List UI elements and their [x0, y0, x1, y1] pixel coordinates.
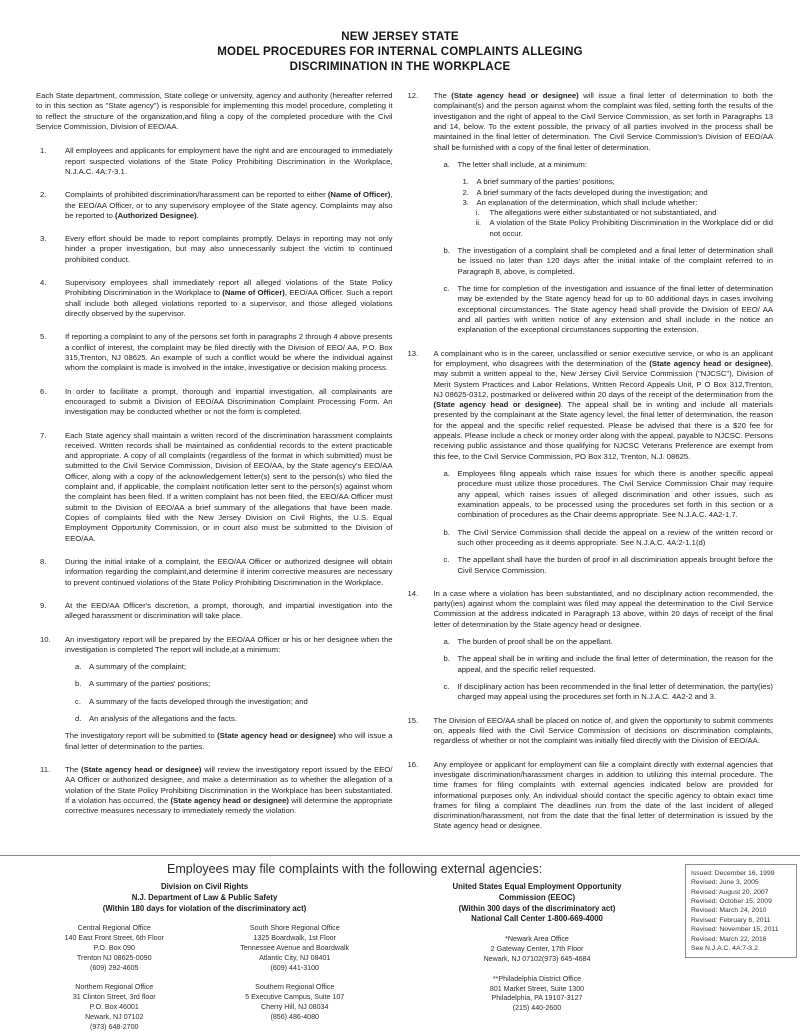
item-body [434, 760, 774, 832]
agency-title-line: Commission (EEOC) [498, 892, 576, 902]
address-line: Central Regional Office [77, 924, 151, 933]
revision-history-box [685, 864, 797, 959]
text-segment: The allegations were either substantiated or not substantiated, and [489, 208, 717, 218]
paragraph-text [89, 662, 393, 672]
text-segment: At the EEO/AA Officer's discretion, a prompt, thorough, and impartial investigation into the alleged harassment or discrimination will take place. [65, 600, 393, 621]
paragraph-text [434, 760, 774, 832]
address-line: 140 East Front Street, 6th Floor [64, 934, 164, 943]
paragraph [444, 160, 774, 170]
paragraph-text [65, 431, 393, 544]
sub-item-label: d. [75, 714, 82, 724]
address-line: Southern Regional Office [255, 983, 335, 992]
address-line: (215) 440-2600 [512, 1004, 562, 1013]
bold-placeholder-text: (State agency head or designee) [433, 400, 561, 410]
item-number: 5. [40, 332, 47, 342]
sub-item-label: a. [443, 469, 450, 478]
paragraph [65, 146, 393, 177]
paragraph-text [477, 177, 774, 187]
text-segment: . The appeal shall be in writing and include all materials presented by the complainant at the State agency level, the final letter of determination, the reason for the appeal and the specific relief requested. Please be advised that there is a $20 fee for appeals. Please include a check or money order along with the appeal, payable to NJCSC. Persons receiving public assistance and those qualifying for NJCSC Veterans Preference are exempt from this fee, to the Civil Service Commission, PO Box 312, Trenton, N.J. 08625. [433, 400, 773, 461]
paragraph [463, 188, 774, 198]
sub-item-label: b. [75, 679, 82, 689]
sub-item-label: i. [475, 208, 480, 218]
paragraph [476, 218, 774, 239]
body-columns [0, 75, 800, 845]
text-segment: In a case where a violation has been substantiated, and no disciplinary action recommended, the party(ies) against whom the complaint was filed may appeal the determination to the Civil Service Commission at the address indicated in Paragraph 13 above, within 20 days of receipt of the final letter of determination by the State agency head or designee. [433, 588, 773, 629]
paragraph-text [458, 682, 774, 703]
paragraph-text [65, 234, 393, 265]
sub-item-label: c. [75, 696, 81, 706]
paragraph [75, 662, 393, 672]
paragraph-text [65, 765, 393, 817]
paragraph-text [458, 654, 774, 675]
bold-placeholder-text: (State agency head or designee) [217, 731, 336, 741]
paragraph-text [65, 557, 393, 588]
document-title [0, 0, 800, 75]
paragraph [65, 601, 393, 622]
item-number: 8. [40, 556, 47, 566]
dcr-offices [27, 924, 382, 1032]
text-segment: The [65, 765, 82, 774]
text-segment: If disciplinary action has been recommended in the final letter of determination, the party(ies) charged may appeal using the procedures set forth in N.J.A.C. 4A2-2 and 3. [457, 682, 773, 702]
sub-item-label: 1. [462, 177, 469, 187]
bold-placeholder-text: (State agency head or designee) [451, 91, 579, 100]
paragraph [65, 234, 393, 265]
sub-item-label: ii. [475, 218, 482, 228]
paragraph-text [65, 601, 393, 622]
procedure-item [27, 601, 393, 622]
address-line: Trenton NJ 08625-0090 [76, 953, 152, 962]
text-segment: Each State department, commission, State college or university, agency and authority (hereafter referred to in this section as "State agency") is responsible for implementing this model procedure, completing it to reflect the structure of the organization,and filing a copy of the completed procedure with the Civil Service Commission, Division of EEO/AA. [36, 91, 393, 131]
paragraph-text [89, 679, 393, 689]
item-number: 16. [407, 759, 419, 769]
item-body [65, 635, 393, 753]
procedure-item [27, 557, 393, 588]
item-number: 14. [407, 588, 419, 598]
paragraph [476, 208, 774, 218]
agency-title-line: Division on Civil Rights [160, 881, 249, 891]
text-segment: Every effort should be made to report complaints promptly. Delays in reporting may not only hinder a proper investigation, but may also unnecessarily subject the victim to continued prohibited conduct. [65, 234, 393, 264]
revision-line: Revised: August 20, 2007 [691, 888, 769, 896]
sub-item-label: c. [443, 284, 450, 293]
text-segment: In order to facilitate a prompt, thorough and impartial investigation, all complainants are encouraged to submit a Division of EEO/AA Discrimination Complaint Processing Form. An investigation may be conducted whether or not the form is completed. [65, 386, 393, 417]
paragraph [65, 332, 393, 373]
agency-division-on-civil-rights [27, 882, 382, 1033]
office-address [392, 935, 682, 964]
address-line: 801 Market Street, Suite 1300 [489, 984, 585, 993]
text-segment: During the initial intake of a complaint, the EEO/AA Officer or authorized designee will obtain information regarding the complaint,and determine if interim corrective measures are necessary to prevent continued violations of the State Policy Prohibiting Discrimination in the Workplace. [65, 556, 393, 587]
agency-title-line: United States Equal Employment Opportunity [452, 881, 622, 891]
address-line: (973) 648-2700 [89, 1022, 139, 1031]
paragraph [65, 278, 393, 319]
address-line: Atlantic City, NJ 08401 [259, 953, 331, 962]
sub-item-label: c. [443, 555, 450, 565]
text-segment: will issue a final letter of determination to both the complainant(s) and the person against whom the complaint was filed, setting forth the results of the investigation and the right of appeal to the Civil Service Commission, as set forth in Paragraphs 13 and 14, below. To the extent possible, the privacy of all parties involved in the process shall be maintained in the final letter of determination. The Civil Service Commission's Division of EEO/AA shall be furnished with a copy of the final letter of determination. [433, 91, 773, 152]
procedure-item [408, 91, 774, 336]
agency-title-line: (Within 180 days for violation of the discriminatory act) [102, 903, 307, 913]
sub-item-label: a. [443, 637, 450, 647]
external-agencies-footer [0, 856, 800, 1033]
address-line: *Newark Area Office [505, 935, 569, 944]
item-body [65, 146, 393, 177]
right-column [408, 91, 774, 845]
revision-line: See N.J.A.C. 4A:7-3.2 [691, 945, 758, 952]
paragraph-text [458, 469, 774, 521]
paragraph-text [65, 278, 393, 319]
text-segment: All employees and applicants for employment have the right and are encouraged to immediately report suspected violations of the State Policy Prohibiting Discrimination in the Workplace, N.J.A.C. 4A:7-3.1. [65, 146, 393, 176]
item-body [65, 278, 393, 319]
paragraph-text [65, 332, 393, 373]
address-line: 2 Gateway Center, 17th Floor [490, 945, 584, 954]
paragraph [434, 716, 774, 747]
item-body [434, 716, 774, 747]
item-number: 15. [407, 715, 419, 725]
text-segment: Any employee or applicant for employment can file a complaint directly with external agencies that investigate discrimination/harassment charges in addition to utilizing this internal procedure. The time frames for filing complaints with external agencies indicated below are provided for informational purposes only. An individual should contact the specific agency to obtain exact time frames for filing a complaint The deadlines run from the date of the last incident of alleged discrimination/harassment, not from the date that the final letter of determination is issued by the State agency head or designee. [433, 759, 773, 831]
procedure-item [408, 760, 774, 832]
paragraph-text [89, 714, 393, 724]
text-segment: A summary of the parties' positions; [89, 679, 211, 689]
left-column [27, 91, 393, 845]
sub-item-label: a. [75, 662, 82, 672]
text-segment: , the EEO/AA Officer, or to any supervisory employee of the State agency. Complaints may also be reported to [65, 190, 393, 220]
item-number: 2. [40, 190, 47, 200]
address-line: Newark, NJ 07102(973) 645-4684 [483, 954, 591, 963]
bold-placeholder-text: (State agency head or designee) [649, 358, 771, 368]
text-segment: The Division of EEO/AA shall be placed on notice of, and given the opportunity to submit comments on, appeals filed with the Civil Service Commission of decisions on discrimination complaints, regardless of whether or not the complaint was initially filed directly with the Division of EEO/AA. [433, 715, 773, 746]
text-segment: An analysis of the allegations and the facts. [89, 714, 237, 724]
procedure-item [27, 234, 393, 265]
paragraph-text [434, 716, 774, 747]
title-line-1: NEW JERSEY STATE [341, 31, 459, 43]
address-line: 5 Executive Campus, Suite 107 [245, 993, 345, 1002]
paragraph-text [458, 246, 774, 277]
text-segment: will review the investigatory report issued by the EEO/ AA Officer or authorized designee, and make a determination as to whether the allegation of a violation of the State Policy Prohibiting Discrimination in the Workplace has been substantiated. If a violation has occurred, the [65, 765, 393, 805]
paragraph [444, 682, 774, 703]
paragraph [65, 431, 393, 544]
text-segment: The burden of proof shall be on the appellant. [457, 637, 613, 647]
item-body [65, 190, 393, 221]
office-address [27, 924, 202, 973]
address-line: (609) 441-3100 [270, 963, 319, 972]
revision-line: Revised: March 22, 2016 [691, 935, 767, 943]
paragraph [434, 760, 774, 832]
item-body [65, 332, 393, 373]
sub-item-label: b. [443, 527, 450, 537]
item-number: 1. [40, 146, 47, 156]
item-body [65, 601, 393, 622]
text-segment: The investigation of a complaint shall be completed and a final letter of determination shall be issued no later than 120 days after the initial intake of the complaint referred to in Paragraph 8, above, is completed. [457, 246, 773, 276]
paragraph-text [434, 589, 774, 630]
office-address [27, 983, 202, 1032]
text-segment: . [196, 210, 199, 220]
bold-placeholder-text: (Name of Officer) [222, 288, 285, 298]
item-body [65, 387, 393, 418]
paragraph [444, 654, 774, 675]
procedure-item [27, 635, 393, 753]
paragraph-text [477, 198, 774, 208]
paragraph [434, 349, 774, 462]
procedure-item [27, 765, 393, 817]
address-line: South Shore Regional Office [249, 924, 340, 933]
paragraph-text [65, 635, 393, 656]
address-line: Cherry Hill, NJ 08034 [261, 1002, 329, 1011]
paragraph [65, 765, 393, 817]
sub-item-label: 3. [462, 197, 469, 207]
item-body [65, 557, 393, 588]
text-segment: A summary of the facts developed through the investigation; and [89, 696, 308, 706]
eeoc-offices [392, 935, 682, 1013]
text-segment: A violation of the State Policy Prohibiting Discrimination in the Workplace did or did not occur. [489, 218, 773, 238]
text-segment: A brief summary of the parties' positions; [476, 177, 615, 187]
paragraph [75, 697, 393, 707]
paragraph-text [490, 208, 774, 218]
revision-line: Revised: October 15, 2009 [691, 897, 772, 905]
paragraph-text [65, 146, 393, 177]
paragraph-text [458, 637, 774, 647]
address-line: **Philadelphia District Office [492, 974, 582, 983]
item-number: 3. [40, 234, 47, 244]
paragraph [434, 91, 774, 153]
paragraph [444, 469, 774, 521]
agencies-row [27, 882, 773, 1033]
address-line: (856) 486-4080 [270, 1012, 319, 1021]
text-segment: The appeal shall be in writing and include the final letter of determination, the reason for the appeal, and the specific relief requested. [457, 654, 773, 674]
text-segment: Employees filing appeals which raise issues for which there is another specific appeal procedure must utilize those procedures. The Civil Service Commission Chair may require any appeal, which raises issues of alleged discrimination and other issues, such as examination appeals, to be processed using the procedures set forth in this section or a combination of procedures as the Chair deems appropriate. See N.J.A.C. 4A2-1.7. [457, 469, 773, 520]
revision-line: Revised: March 24, 2010 [691, 907, 767, 915]
paragraph-text [490, 218, 774, 239]
paragraph-text [65, 190, 393, 221]
agency-title-line: National Call Center 1-800-669-4000 [471, 914, 603, 924]
paragraph-text [458, 160, 774, 170]
bold-placeholder-text: (Authorized Designee) [115, 210, 197, 220]
intro-paragraph [36, 91, 393, 132]
footer-headline: Employees may file complaints with the following external agencies: [167, 861, 543, 876]
text-segment: A brief summary of the facts developed during the investigation; and [476, 187, 708, 197]
agency-eeoc [392, 882, 682, 1014]
text-segment: An explanation of the determination, which shall include whether: [476, 197, 698, 207]
paragraph [65, 557, 393, 588]
sub-item-label: 2. [462, 187, 469, 197]
bold-placeholder-text: (State agency head or designee) [170, 795, 289, 805]
dcr-title [27, 882, 382, 915]
item-body [65, 765, 393, 817]
procedure-item [27, 146, 393, 177]
item-body [434, 589, 774, 703]
item-number: 4. [40, 278, 47, 288]
paragraph [65, 635, 393, 656]
title-line-2: MODEL PROCEDURES FOR INTERNAL COMPLAINTS ALLEGING [217, 46, 583, 58]
paragraph [65, 387, 393, 418]
paragraph-text [65, 387, 393, 418]
revision-line: Issued: December 16, 1999 [691, 869, 775, 877]
eeoc-title [392, 882, 682, 926]
text-segment: Supervisory employees shall immediately report all alleged violations of the State Policy Prohibiting Discrimination in the Workplace to [65, 278, 393, 298]
text-segment: A summary of the complaint; [89, 662, 186, 672]
paragraph [75, 679, 393, 689]
agency-title-line: (Within 300 days of the discriminatory act) [458, 903, 616, 913]
paragraph [434, 589, 774, 630]
text-segment: who will issue a final letter of determination to the parties. [65, 731, 393, 751]
text-segment: The letter shall include, at a minimum: [457, 159, 587, 169]
paragraph [65, 190, 393, 221]
item-number: 6. [40, 386, 47, 396]
sub-item-label: c. [443, 682, 450, 691]
paragraph [444, 637, 774, 647]
text-segment: If reporting a complaint to any of the persons set forth in paragraphs 2 through 4 above presents a conflict of interest, the complaint may be filed directly with the Division of EEO/ AA, P.O. Box 315,Trenton, NJ 08625. An example of such a conflict would be where the individual against whom the complaint is made is involved in the intake, investigative or decision making process. [65, 332, 393, 373]
item-number: 11. [40, 765, 51, 774]
item-body [65, 431, 393, 544]
address-line: P.O. Box 090 [93, 944, 135, 953]
paragraph-text [458, 284, 774, 336]
paragraph [463, 198, 774, 208]
text-segment: , EEO/AA Officer. Such a report shall include both alleged violations reported to a supervisor, and those alleged violations directly observed by the supervisor. [65, 288, 393, 318]
sub-item-label: b. [443, 654, 450, 664]
procedure-item [408, 589, 774, 703]
paragraph-text [477, 188, 774, 198]
item-body [65, 234, 393, 265]
bold-placeholder-text: (State agency head or designee) [81, 765, 202, 774]
address-line: P.O. Box 46001 [89, 1002, 139, 1011]
item-number: 13. [407, 348, 419, 358]
revision-line: Revised: June 3, 2005 [691, 879, 759, 887]
address-line: 1325 Boardwalk, 1st Floor [253, 934, 336, 943]
paragraph-text [458, 528, 774, 549]
paragraph-text [434, 349, 774, 462]
item-number: 12. [407, 91, 419, 100]
paragraph [444, 555, 774, 576]
item-body [434, 349, 774, 576]
paragraph-text [89, 697, 393, 707]
paragraph-text [458, 555, 774, 576]
procedure-item [27, 190, 393, 221]
bold-placeholder-text: (Name of Officer) [327, 190, 391, 200]
procedure-item [408, 349, 774, 576]
text-segment: , may submit a written appeal to the, New Jersey Civil Service Commission ("NJCSC"), Division of Merit System Practices and Labor Relations, Written Record Appeals Unit, P O Box 312,Trenton, NJ 08625-0312, postmarked or delivered within 20 days of the receipt of the determination from the [433, 358, 773, 399]
text-segment: A complainant who is in the career, unclassified or senior executive service, or who is an applicant for employment, who disagrees with the determination of the [433, 348, 773, 368]
item-body [434, 91, 774, 336]
title-line-3: DISCRIMINATION IN THE WORKPLACE [289, 61, 511, 73]
text-segment: The investigatory report will be submitted to [65, 731, 218, 741]
paragraph [65, 731, 393, 752]
procedure-item [27, 332, 393, 373]
sub-item-label: b. [443, 246, 450, 256]
procedure-item [27, 278, 393, 319]
address-line: Philadelphia, PA 19107-3127 [491, 994, 583, 1003]
text-segment: The time for completion of the investigation and issuance of the final letter of determination may be extended by the State agency head for up to 60 additional days in cases involving exceptional circumstances. The State agency head shall provide the Division of EEO/ AA and all parties with written notice of any extension and shall include in the notice an explanation of the exceptional circumstances supporting the extension. [457, 284, 773, 335]
text-segment: The Civil Service Commission shall decide the appeal on a review of the written record or such other proceeding as it deems appropriate. See N.J.A.C. 4A:2-1.1(d) [457, 527, 773, 547]
revision-line: Revised: November 15, 2011 [691, 926, 779, 934]
sub-item-label: a. [443, 159, 450, 169]
paragraph [444, 246, 774, 277]
text-segment: Each State agency shall maintain a written record of the discrimination harassment complaints received. Written records shall be maintained as confidential records to the extent practicable and appropriate. A copy of all complaints (regardless of the format in which submitted) must be submitted to the Civil Service Commission, Division of EEO/AA, by the State agency's EEO/AA Officer, along with a copy of the acknowledgement letter(s) sent to the person(s) who filed the complaint and, if applicable, the complaint notification letter sent to the person(s) against whom the complaint has been filed. If a written complaint has not been filed, the EEO/AA Officer must submit to the Division of EEO/AA a brief summary of the allegations that have been made. Copies of complaints filed with the New Jersey Division on Civil Rights, the U.S. Equal Employment Opportunity Commission, or in court also must be submitted to the Division of EEO/AA. [65, 430, 393, 543]
procedure-item [27, 387, 393, 418]
text-segment: The [433, 91, 452, 100]
paragraph-text [434, 91, 774, 153]
address-line: 31 Clinton Street, 3rd floor [72, 993, 156, 1002]
item-number: 10. [40, 634, 51, 644]
procedure-item [408, 716, 774, 747]
item-number: 9. [40, 600, 47, 610]
address-line: (609) 292-4605 [89, 963, 139, 972]
text-segment: will determine the appropriate corrective measures necessary to immediately remedy the violation. [65, 795, 393, 816]
office-address [208, 983, 383, 1032]
address-line: Northern Regional Office [75, 983, 154, 992]
procedure-item [27, 431, 393, 544]
text-segment: An investigatory report will be prepared by the EEO/AA Officer or his or her designee when the investigation is completed The report will include,at a minimum: [65, 634, 393, 654]
paragraph-text [65, 731, 393, 752]
item-number: 7. [40, 430, 47, 440]
paragraph [444, 528, 774, 549]
text-segment: Complaints of prohibited discrimination/harassment can be reported to either [65, 190, 328, 200]
paragraph [75, 714, 393, 724]
agency-title-line: N.J. Department of Law & Public Safety [131, 892, 278, 902]
address-line: Tennessee Avenue and Boardwalk [240, 944, 350, 953]
paragraph [463, 177, 774, 187]
address-line: Newark, NJ 07102 [85, 1012, 144, 1021]
office-address [208, 924, 383, 973]
paragraph [444, 284, 774, 336]
revision-line: Revised: February 8, 2011 [691, 916, 771, 924]
office-address [392, 975, 682, 1014]
text-segment: The appellant shall have the burden of proof in all discrimination appeals brought before the Civil Service Commission. [457, 555, 773, 575]
